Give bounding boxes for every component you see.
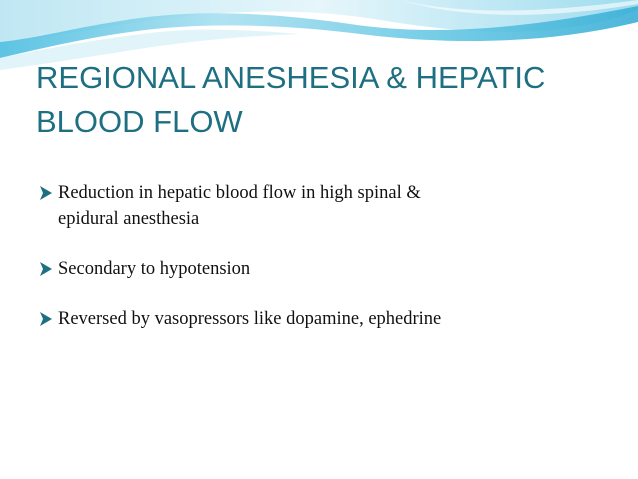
arrowhead-bullet-icon bbox=[38, 185, 54, 201]
slide-title-line-1: REGIONAL ANESHESIA & HEPATIC bbox=[36, 60, 546, 95]
bullet-text-line: epidural anesthesia bbox=[58, 209, 200, 229]
bullet-item bbox=[38, 180, 618, 232]
arrowhead-bullet-icon bbox=[38, 311, 54, 327]
bullet-item bbox=[38, 256, 618, 282]
bullet-list bbox=[38, 180, 618, 332]
slide-title-line-2: BLOOD FLOW bbox=[36, 104, 243, 139]
bullet-text-line: Reversed by vasopressors like dopamine, ephedrine bbox=[58, 309, 442, 329]
bullet-text-line: Reduction in hepatic blood flow in high spinal & bbox=[58, 183, 421, 203]
bullet-text-line: Secondary to hypotension bbox=[58, 259, 251, 279]
bullet-item bbox=[38, 306, 618, 332]
arrowhead-bullet-icon bbox=[38, 261, 54, 277]
slide-title bbox=[36, 56, 616, 144]
